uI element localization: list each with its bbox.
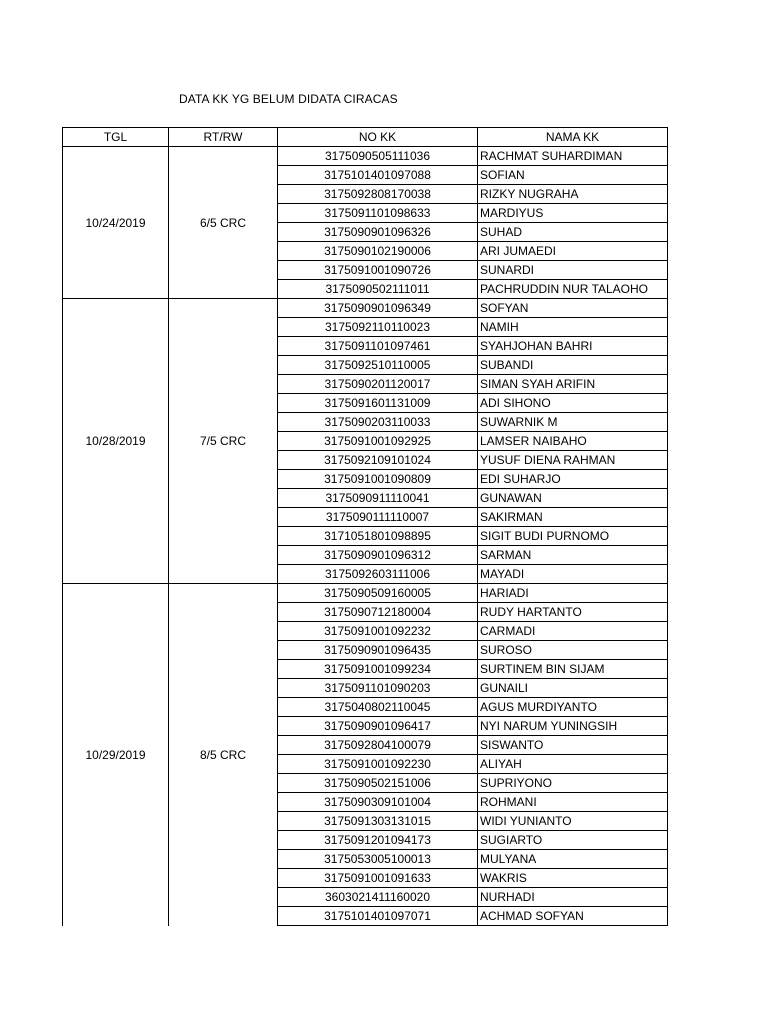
table-row — [63, 584, 668, 603]
cell-nama: ACHMAD SOFYAN — [478, 907, 668, 926]
cell-nama: SIMAN SYAH ARIFIN — [478, 375, 668, 394]
cell-nokk: 3175091101097461 — [278, 337, 478, 356]
table-body — [63, 147, 668, 926]
cell-nama: SUWARNIK M — [478, 413, 668, 432]
cell-nama: NAMIH — [478, 318, 668, 337]
document-title: DATA KK YG BELUM DIDATA CIRACAS — [179, 92, 398, 106]
kk-data-table — [62, 127, 668, 926]
cell-nokk: 3175090901096417 — [278, 717, 478, 736]
cell-nokk: 3175090111110007 — [278, 508, 478, 527]
cell-nama: SUNARDI — [478, 261, 668, 280]
header-rtrw: RT/RW — [169, 128, 278, 147]
table-row — [63, 147, 668, 166]
header-nokk: NO KK — [278, 128, 478, 147]
cell-nokk: 3175040802110045 — [278, 698, 478, 717]
cell-nokk: 3175091001092925 — [278, 432, 478, 451]
cell-nama: ROHMANI — [478, 793, 668, 812]
cell-nokk: 3175091101098633 — [278, 204, 478, 223]
cell-nokk: 3175090509160005 — [278, 584, 478, 603]
cell-nama: SUBANDI — [478, 356, 668, 375]
cell-nokk: 3175092808170038 — [278, 185, 478, 204]
cell-rtrw: 7/5 CRC — [169, 299, 278, 584]
cell-nokk: 3175090309101004 — [278, 793, 478, 812]
cell-nokk: 3175091101090203 — [278, 679, 478, 698]
cell-nama: SURTINEM BIN SIJAM — [478, 660, 668, 679]
cell-nama: SUROSO — [478, 641, 668, 660]
cell-nokk: 3175090901096435 — [278, 641, 478, 660]
cell-nama: SAKIRMAN — [478, 508, 668, 527]
cell-nokk: 3175092110110023 — [278, 318, 478, 337]
cell-nama: PACHRUDDIN NUR TALAOHO — [478, 280, 668, 299]
cell-nama: SOFYAN — [478, 299, 668, 318]
cell-nokk: 3175091303131015 — [278, 812, 478, 831]
cell-tgl: 10/28/2019 — [63, 299, 169, 584]
cell-nokk: 3175053005100013 — [278, 850, 478, 869]
cell-nokk: 3175090901096349 — [278, 299, 478, 318]
cell-nama: SIGIT BUDI PURNOMO — [478, 527, 668, 546]
cell-nama: GUNAILI — [478, 679, 668, 698]
cell-nokk: 3175091001090726 — [278, 261, 478, 280]
cell-nokk: 3175090203110033 — [278, 413, 478, 432]
cell-nama: HARIADI — [478, 584, 668, 603]
cell-nama: RUDY HARTANTO — [478, 603, 668, 622]
cell-nama: LAMSER NAIBAHO — [478, 432, 668, 451]
cell-nama: SISWANTO — [478, 736, 668, 755]
cell-nama: SUHAD — [478, 223, 668, 242]
cell-nama: CARMADI — [478, 622, 668, 641]
cell-nama: ALIYAH — [478, 755, 668, 774]
cell-nama: SYAHJOHAN BAHRI — [478, 337, 668, 356]
cell-nama: ARI JUMAEDI — [478, 242, 668, 261]
cell-nama: ADI SIHONO — [478, 394, 668, 413]
cell-nama: MULYANA — [478, 850, 668, 869]
cell-nokk: 3175090911110041 — [278, 489, 478, 508]
cell-nama: YUSUF DIENA RAHMAN — [478, 451, 668, 470]
cell-nokk: 3175090502111011 — [278, 280, 478, 299]
cell-nokk: 3175090505111036 — [278, 147, 478, 166]
cell-nama: SARMAN — [478, 546, 668, 565]
cell-rtrw: 6/5 CRC — [169, 147, 278, 299]
cell-nokk: 3175090901096326 — [278, 223, 478, 242]
cell-tgl: 10/29/2019 — [63, 584, 169, 926]
cell-nokk: 3175090502151006 — [278, 774, 478, 793]
cell-nokk: 3175091601131009 — [278, 394, 478, 413]
cell-nokk: 3175101401097071 — [278, 907, 478, 926]
cell-nokk: 3175092109101024 — [278, 451, 478, 470]
cell-nokk: 3175092510110005 — [278, 356, 478, 375]
cell-nama: MAYADI — [478, 565, 668, 584]
cell-nama: MARDIYUS — [478, 204, 668, 223]
cell-nokk: 3175101401097088 — [278, 166, 478, 185]
table-row — [63, 299, 668, 318]
cell-nokk: 3175091201094173 — [278, 831, 478, 850]
cell-nama: GUNAWAN — [478, 489, 668, 508]
cell-nama: WAKRIS — [478, 869, 668, 888]
cell-rtrw: 8/5 CRC — [169, 584, 278, 926]
cell-nokk: 3603021411160020 — [278, 888, 478, 907]
cell-nokk: 3175092804100079 — [278, 736, 478, 755]
header-row — [63, 128, 668, 147]
cell-nama: SUGIARTO — [478, 831, 668, 850]
cell-nokk: 3175091001092232 — [278, 622, 478, 641]
cell-nama: NURHADI — [478, 888, 668, 907]
cell-nokk: 3175091001090809 — [278, 470, 478, 489]
cell-nokk: 3175091001091633 — [278, 869, 478, 888]
cell-nokk: 3175090712180004 — [278, 603, 478, 622]
header-tgl: TGL — [63, 128, 169, 147]
cell-nokk: 3171051801098895 — [278, 527, 478, 546]
cell-nokk: 3175092603111006 — [278, 565, 478, 584]
cell-nama: SUPRIYONO — [478, 774, 668, 793]
cell-nokk: 3175090102190006 — [278, 242, 478, 261]
cell-nama: WIDI YUNIANTO — [478, 812, 668, 831]
cell-nama: RACHMAT SUHARDIMAN — [478, 147, 668, 166]
cell-nokk: 3175091001092230 — [278, 755, 478, 774]
cell-nokk: 3175090201120017 — [278, 375, 478, 394]
cell-nokk: 3175090901096312 — [278, 546, 478, 565]
cell-nama: SOFIAN — [478, 166, 668, 185]
cell-nama: RIZKY NUGRAHA — [478, 185, 668, 204]
cell-nama: NYI NARUM YUNINGSIH — [478, 717, 668, 736]
cell-nama: AGUS MURDIYANTO — [478, 698, 668, 717]
cell-nokk: 3175091001099234 — [278, 660, 478, 679]
cell-tgl: 10/24/2019 — [63, 147, 169, 299]
cell-nama: EDI SUHARJO — [478, 470, 668, 489]
header-nama: NAMA KK — [478, 128, 668, 147]
